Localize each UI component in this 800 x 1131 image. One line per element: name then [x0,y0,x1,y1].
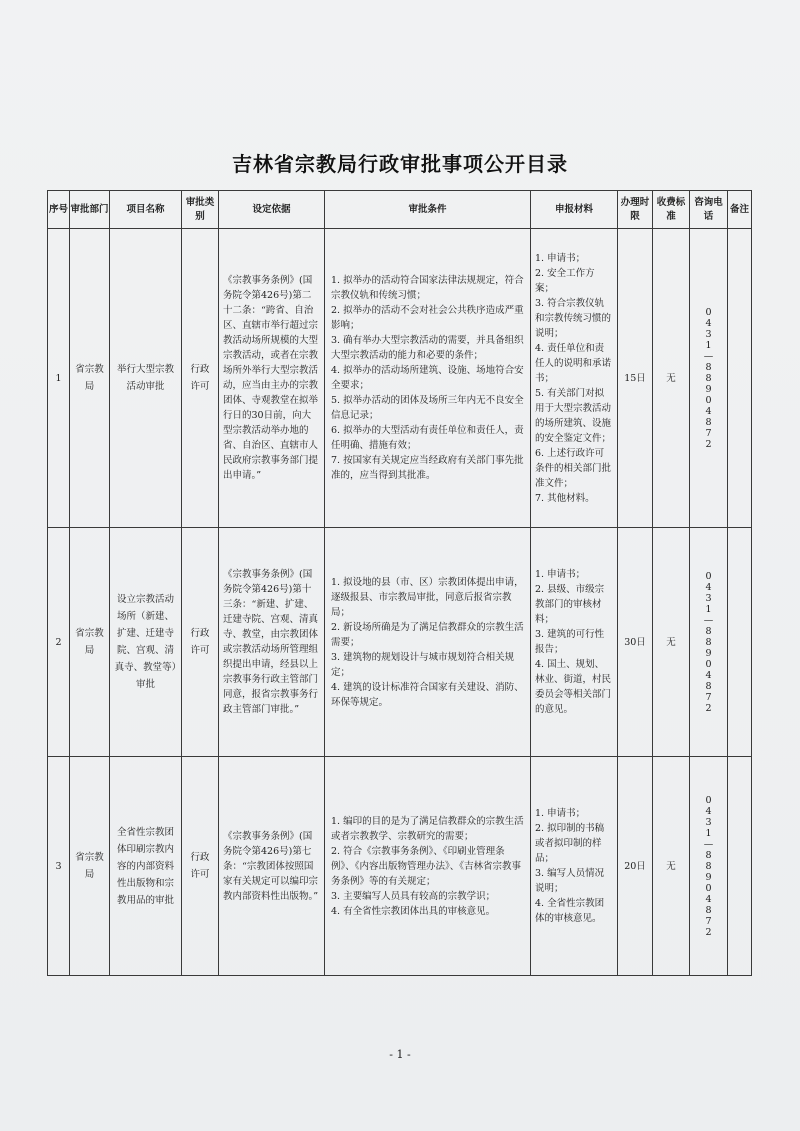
header-type: 审批类别 [182,191,219,229]
row-conditions: 1. 编印的目的是为了满足信教群众的宗教生活或者宗教教学、宗教研究的需要； 2. 符合《宗教事务条例》、《印刷业管理条例》、《内容出版物管理办法》、《吉林省宗教事务条例》等的有关规定； 3. 主要编写人员具有较高的宗教学识； 4. 有全省性宗教团体出具的审核意见。 [325,757,531,976]
table-row [48,528,752,757]
page-number: - 1 - [389,1048,411,1061]
header-dept: 审批部门 [70,191,110,229]
row-fee: 无 [653,528,690,757]
row-materials: 1. 申请书； 2. 县级、市级宗教部门的审核材料； 3. 建筑的可行性报告； 4. 国土、规划、林业、街道，村民委员会等相关部门的意见。 [531,528,618,757]
header-fee: 收费标准 [653,191,690,229]
row-time: 15日 [618,229,653,528]
row-phone-text: 0 4 3 1 — 8 8 9 0 4 8 7 2 [703,306,714,450]
header-basis: 设定依据 [219,191,325,229]
row-dept: 省宗教局 [70,528,110,757]
row-seq: 3 [48,757,70,976]
row-materials: 1. 申请书； 2. 安全工作方案； 3. 符合宗教仪轨和宗教传统习惯的说明； 4. 责任单位和责任人的说明和承诺书； 5. 有关部门对拟用于大型宗教活动的场所建筑、设施的安全鉴定文件； 6. 上述行政许可条件的相关部门批准文件； 7. 其他材料。 [531,229,618,528]
row-phone-text: 0 4 3 1 — 8 8 9 0 4 8 7 2 [703,570,714,714]
row-type: 行政许可 [182,528,219,757]
row-time: 20日 [618,757,653,976]
header-materials: 申报材料 [531,191,618,229]
row-seq: 2 [48,528,70,757]
row-phone [690,229,728,528]
row-fee: 无 [653,757,690,976]
row-name: 全省性宗教团体印刷宗教内容的内部资料性出版物和宗教用品的审批 [110,757,182,976]
table-header-row [48,191,752,229]
row-type: 行政许可 [182,757,219,976]
row-phone [690,757,728,976]
row-remark [728,528,752,757]
header-phone: 咨询电话 [690,191,728,229]
row-basis: 《宗教事务条例》(国务院令第426号)第二十二条：“跨省、自治区、直辖市举行超过宗教活动场所规模的大型宗教活动，或者在宗教场所外举行大型宗教活动，应当由主办的宗教团体、寺观教堂在拟举行日的30日前，向大型宗教活动举办地的省、自治区、直辖市人民政府宗教事务部门提出申请。” [219,229,325,528]
row-type: 行政许可 [182,229,219,528]
row-phone [690,528,728,757]
row-conditions: 1. 拟设地的县（市、区）宗教团体提出申请，逐级报县、市宗教局审批，同意后报省宗教局； 2. 新设场所确是为了满足信教群众的宗教生活需要； 3. 建筑物的规划设计与城市规划符合相关规定； 4. 建筑的设计标准符合国家有关建设、消防、环保等规定。 [325,528,531,757]
table-row [48,757,752,976]
row-materials: 1. 申请书； 2. 拟印制的书稿或者拟印制的样品； 3. 编写人员情况说明； 4. 全省性宗教团体的审核意见。 [531,757,618,976]
row-name: 设立宗教活动场所（新建、扩建、迁建寺院、宫观、清真寺、教堂等）审批 [110,528,182,757]
table-row [48,229,752,528]
header-name: 项目名称 [110,191,182,229]
row-fee: 无 [653,229,690,528]
row-remark [728,229,752,528]
row-dept: 省宗教局 [70,229,110,528]
row-remark [728,757,752,976]
row-conditions: 1. 拟举办的活动符合国家法律法规规定，符合宗教仪轨和传统习惯； 2. 拟举办的活动不会对社会公共秩序造成严重影响； 3. 确有举办大型宗教活动的需要，并具备组织大型宗教活动的能力和必要的条件； 4. 拟举办的活动场所建筑、设施、场地符合安全要求； 5. 拟举办活动的团体及场所三年内无不良安全信息记录； 6. 拟举办的大型活动有责任单位和责任人，责任明确、措施有效； 7. 按国家有关规定应当经政府有关部门事先批准的，应当得到其批准。 [325,229,531,528]
header-remark: 备注 [728,191,752,229]
row-name: 举行大型宗教活动审批 [110,229,182,528]
row-phone-text: 0 4 3 1 — 8 8 9 0 4 8 7 2 [703,794,714,938]
header-seq: 序号 [48,191,70,229]
row-dept: 省宗教局 [70,757,110,976]
row-basis: 《宗教事务条例》(国务院令第426号)第七条：“宗教团体按照国家有关规定可以编印宗教内部资料性出版物。” [219,757,325,976]
approval-items-table [47,190,752,976]
header-time: 办理时限 [618,191,653,229]
document-title: 吉林省宗教局行政审批事项公开目录 [232,152,568,176]
row-basis: 《宗教事务条例》(国务院令第426号)第十三条：“新建、扩建、迁建寺院、宫观、清真寺、教堂，由宗教团体或宗教活动场所管理组织提出申请，经县以上宗教事务行政主管部门同意，报省宗教事务行政主管部门审批。” [219,528,325,757]
row-seq: 1 [48,229,70,528]
row-time: 30日 [618,528,653,757]
header-conditions: 审批条件 [325,191,531,229]
